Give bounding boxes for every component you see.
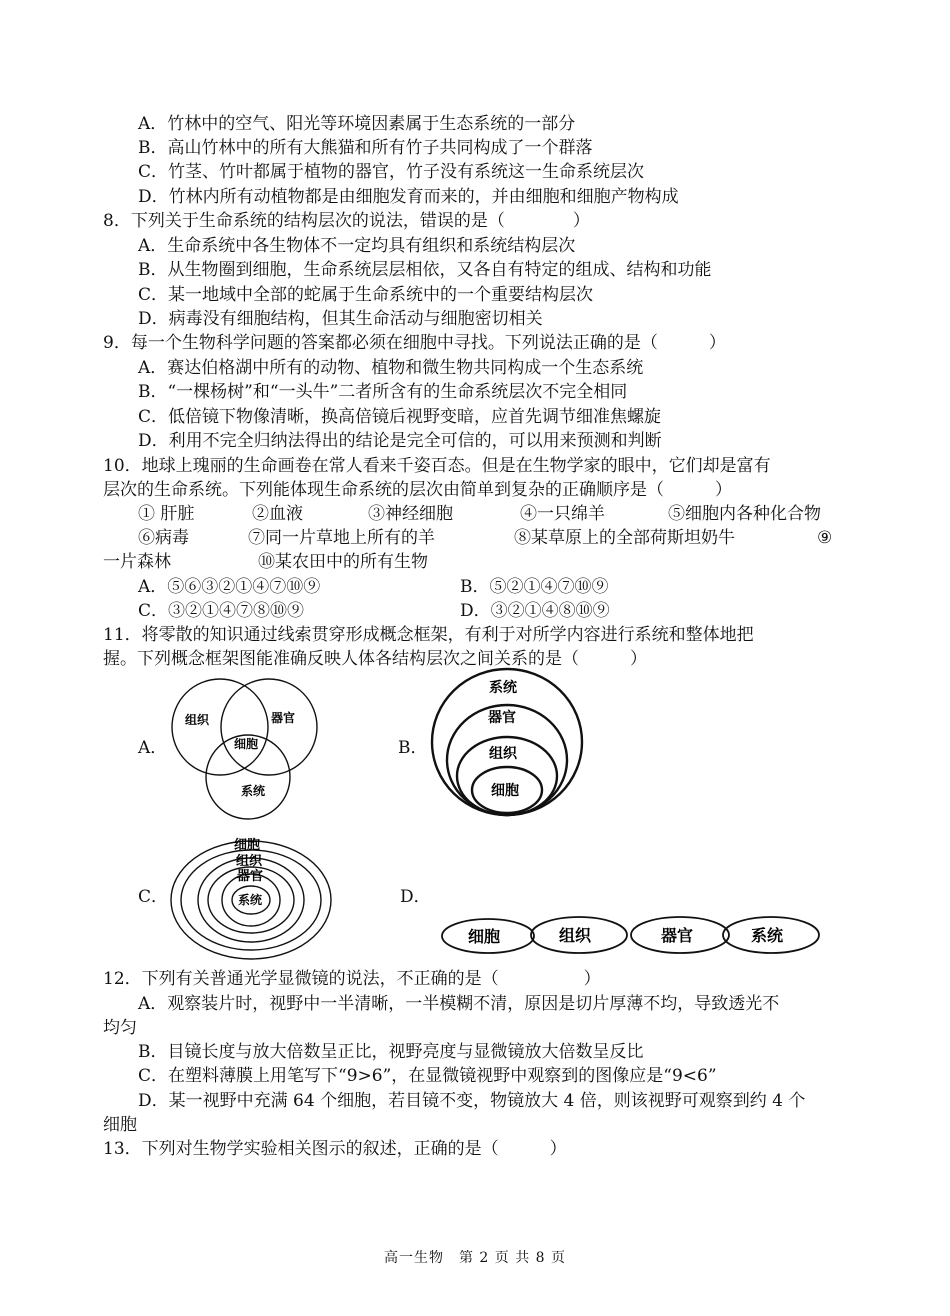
q9-option-d: D．利用不完全归纳法得出的结论是完全可信的，可以用来预测和判断 <box>138 431 662 451</box>
q10-option-a: A．⑤⑥③②①④⑦⑩⑨ <box>138 577 321 597</box>
q12-option-b: B．目镜长度与放大倍数呈正比，视野亮度与显微镜放大倍数呈反比 <box>138 1042 644 1062</box>
venn-label-tissue: 组织 <box>185 713 210 727</box>
q8-option-c: C．某一地域中全部的蛇属于生命系统中的一个重要结构层次 <box>138 285 594 305</box>
q9-option-c: C．低倍镜下物像清晰，换高倍镜后视野变暗，应首先调节细准焦螺旋 <box>138 407 662 427</box>
chain-label-organ: 器官 <box>661 926 694 945</box>
q10-item-6: ⑥病毒 <box>138 528 189 548</box>
q11-option-c-label: C． <box>138 887 169 907</box>
q12-option-a-line2: 均匀 <box>103 1018 137 1038</box>
nested-label-system: 系统 <box>489 680 517 696</box>
q10-option-d: D．③②①④⑧⑩⑨ <box>460 601 610 621</box>
q10-item-7: ⑦同一片草地上所有的羊 <box>248 528 435 548</box>
nested-label-organ: 器官 <box>488 710 516 726</box>
concentric-label-organ: 器官 <box>237 869 264 884</box>
q9-option-b: B．“一棵杨树”和“一头牛”二者所含有的生命系统层次不完全相同 <box>138 382 628 402</box>
q11-diagram-a-venn <box>165 672 325 822</box>
concentric-label-system: 系统 <box>238 893 263 907</box>
q10-item-3: ③神经细胞 <box>368 504 453 524</box>
q12-option-c: C．在塑料薄膜上用笔写下“9>6”，在显微镜视野中观察到的图像应是“9<6” <box>138 1066 717 1086</box>
q9-stem: 9．每一个生物科学问题的答案都必须在细胞中寻找。下列说法正确的是（ ） <box>103 333 726 353</box>
q11-diagram-d-chain <box>440 914 825 958</box>
page-footer: 高一生物 第 2 页 共 8 页 <box>383 1250 567 1266</box>
q10-option-c: C．③②①④⑦⑧⑩⑨ <box>138 601 305 621</box>
nested-label-tissue: 组织 <box>489 746 517 762</box>
venn-label-cell: 细胞 <box>234 737 259 751</box>
concentric-label-cell: 细胞 <box>234 838 261 853</box>
q8-option-a: A．生命系统中各生物体不一定均具有组织和系统结构层次 <box>138 236 576 256</box>
q10-item-1: ① 肝脏 <box>138 504 195 524</box>
q12-option-d-line1: D．某一视野中充满 64 个细胞，若目镜不变，物镜放大 4 倍，则该视野可观察到约 4 个 <box>138 1091 806 1111</box>
q10-item-9: ⑨ <box>817 528 833 548</box>
q11-diagram-b-nested <box>424 665 594 823</box>
q10-item-2: ②血液 <box>252 504 303 524</box>
q11-stem-line2: 握。下列概念框架图能准确反映人体各结构层次之间关系的是（ ） <box>103 649 647 669</box>
q7-option-c: C．竹茎、竹叶都属于植物的器官，竹子没有系统这一生命系统层次 <box>138 162 645 182</box>
concentric-label-tissue: 组织 <box>236 854 263 869</box>
q10-item-8: ⑧某草原上的全部荷斯坦奶牛 <box>514 528 735 548</box>
q10-item-9-text: 一片森林 <box>103 552 171 572</box>
q11-stem-line1: 11．将零散的知识通过线索贯穿形成概念框架，有利于对所学内容进行系统和整体地把 <box>103 625 754 645</box>
venn-label-system: 系统 <box>241 784 266 798</box>
chain-label-tissue: 组织 <box>559 926 592 945</box>
q11-option-d-label: D． <box>400 887 431 907</box>
q13-stem: 13．下列对生物学实验相关图示的叙述，正确的是（ ） <box>103 1139 567 1159</box>
q10-item-10: ⑩某农田中的所有生物 <box>258 552 428 572</box>
q11-option-a-label: A． <box>138 738 168 758</box>
venn-label-organ: 器官 <box>271 711 296 725</box>
q10-stem-line1: 10．地球上瑰丽的生命画卷在常人看来千姿百态。但是在生物学家的眼中，它们却是富有 <box>103 456 771 476</box>
q10-stem-line2: 层次的生命系统。下列能体现生命系统的层次由简单到复杂的正确顺序是（ ） <box>103 480 732 500</box>
q11-option-b-label: B． <box>398 738 428 758</box>
q8-option-b: B．从生物圈到细胞，生命系统层层相依，又各自有特定的组成、结构和功能 <box>138 260 712 280</box>
q8-option-d: D．病毒没有细胞结构，但其生命活动与细胞密切相关 <box>138 309 543 329</box>
q10-item-5: ⑤细胞内各种化合物 <box>668 504 821 524</box>
chain-label-cell: 细胞 <box>468 927 501 946</box>
q12-option-d-line2: 细胞 <box>103 1115 137 1135</box>
nested-label-cell: 细胞 <box>491 783 519 799</box>
q9-option-a: A．赛达伯格湖中所有的动物、植物和微生物共同构成一个生态系统 <box>138 358 644 378</box>
q7-option-b: B．高山竹林中的所有大熊猫和所有竹子共同构成了一个群落 <box>138 138 593 158</box>
q12-stem: 12．下列有关普通光学显微镜的说法，不正确的是（ ） <box>103 969 601 989</box>
q11-diagram-c-concentric <box>168 834 338 964</box>
q7-option-d: D．竹林内所有动植物都是由细胞发育而来的，并由细胞和细胞产物构成 <box>138 187 679 207</box>
chain-label-system: 系统 <box>751 926 784 945</box>
q7-option-a: A．竹林中的空气、阳光等环境因素属于生态系统的一部分 <box>138 114 576 134</box>
venn-circle-tissue <box>172 679 268 775</box>
q10-option-b: B．⑤②①④⑦⑩⑨ <box>460 577 609 597</box>
q8-stem: 8．下列关于生命系统的结构层次的说法，错误的是（ ） <box>103 211 590 231</box>
venn-circle-organ <box>221 679 317 775</box>
q10-item-4: ④一只绵羊 <box>520 504 605 524</box>
q12-option-a-line1: A．观察装片时，视野中一半清晰，一半模糊不清，原因是切片厚薄不均，导致透光不 <box>138 994 780 1014</box>
